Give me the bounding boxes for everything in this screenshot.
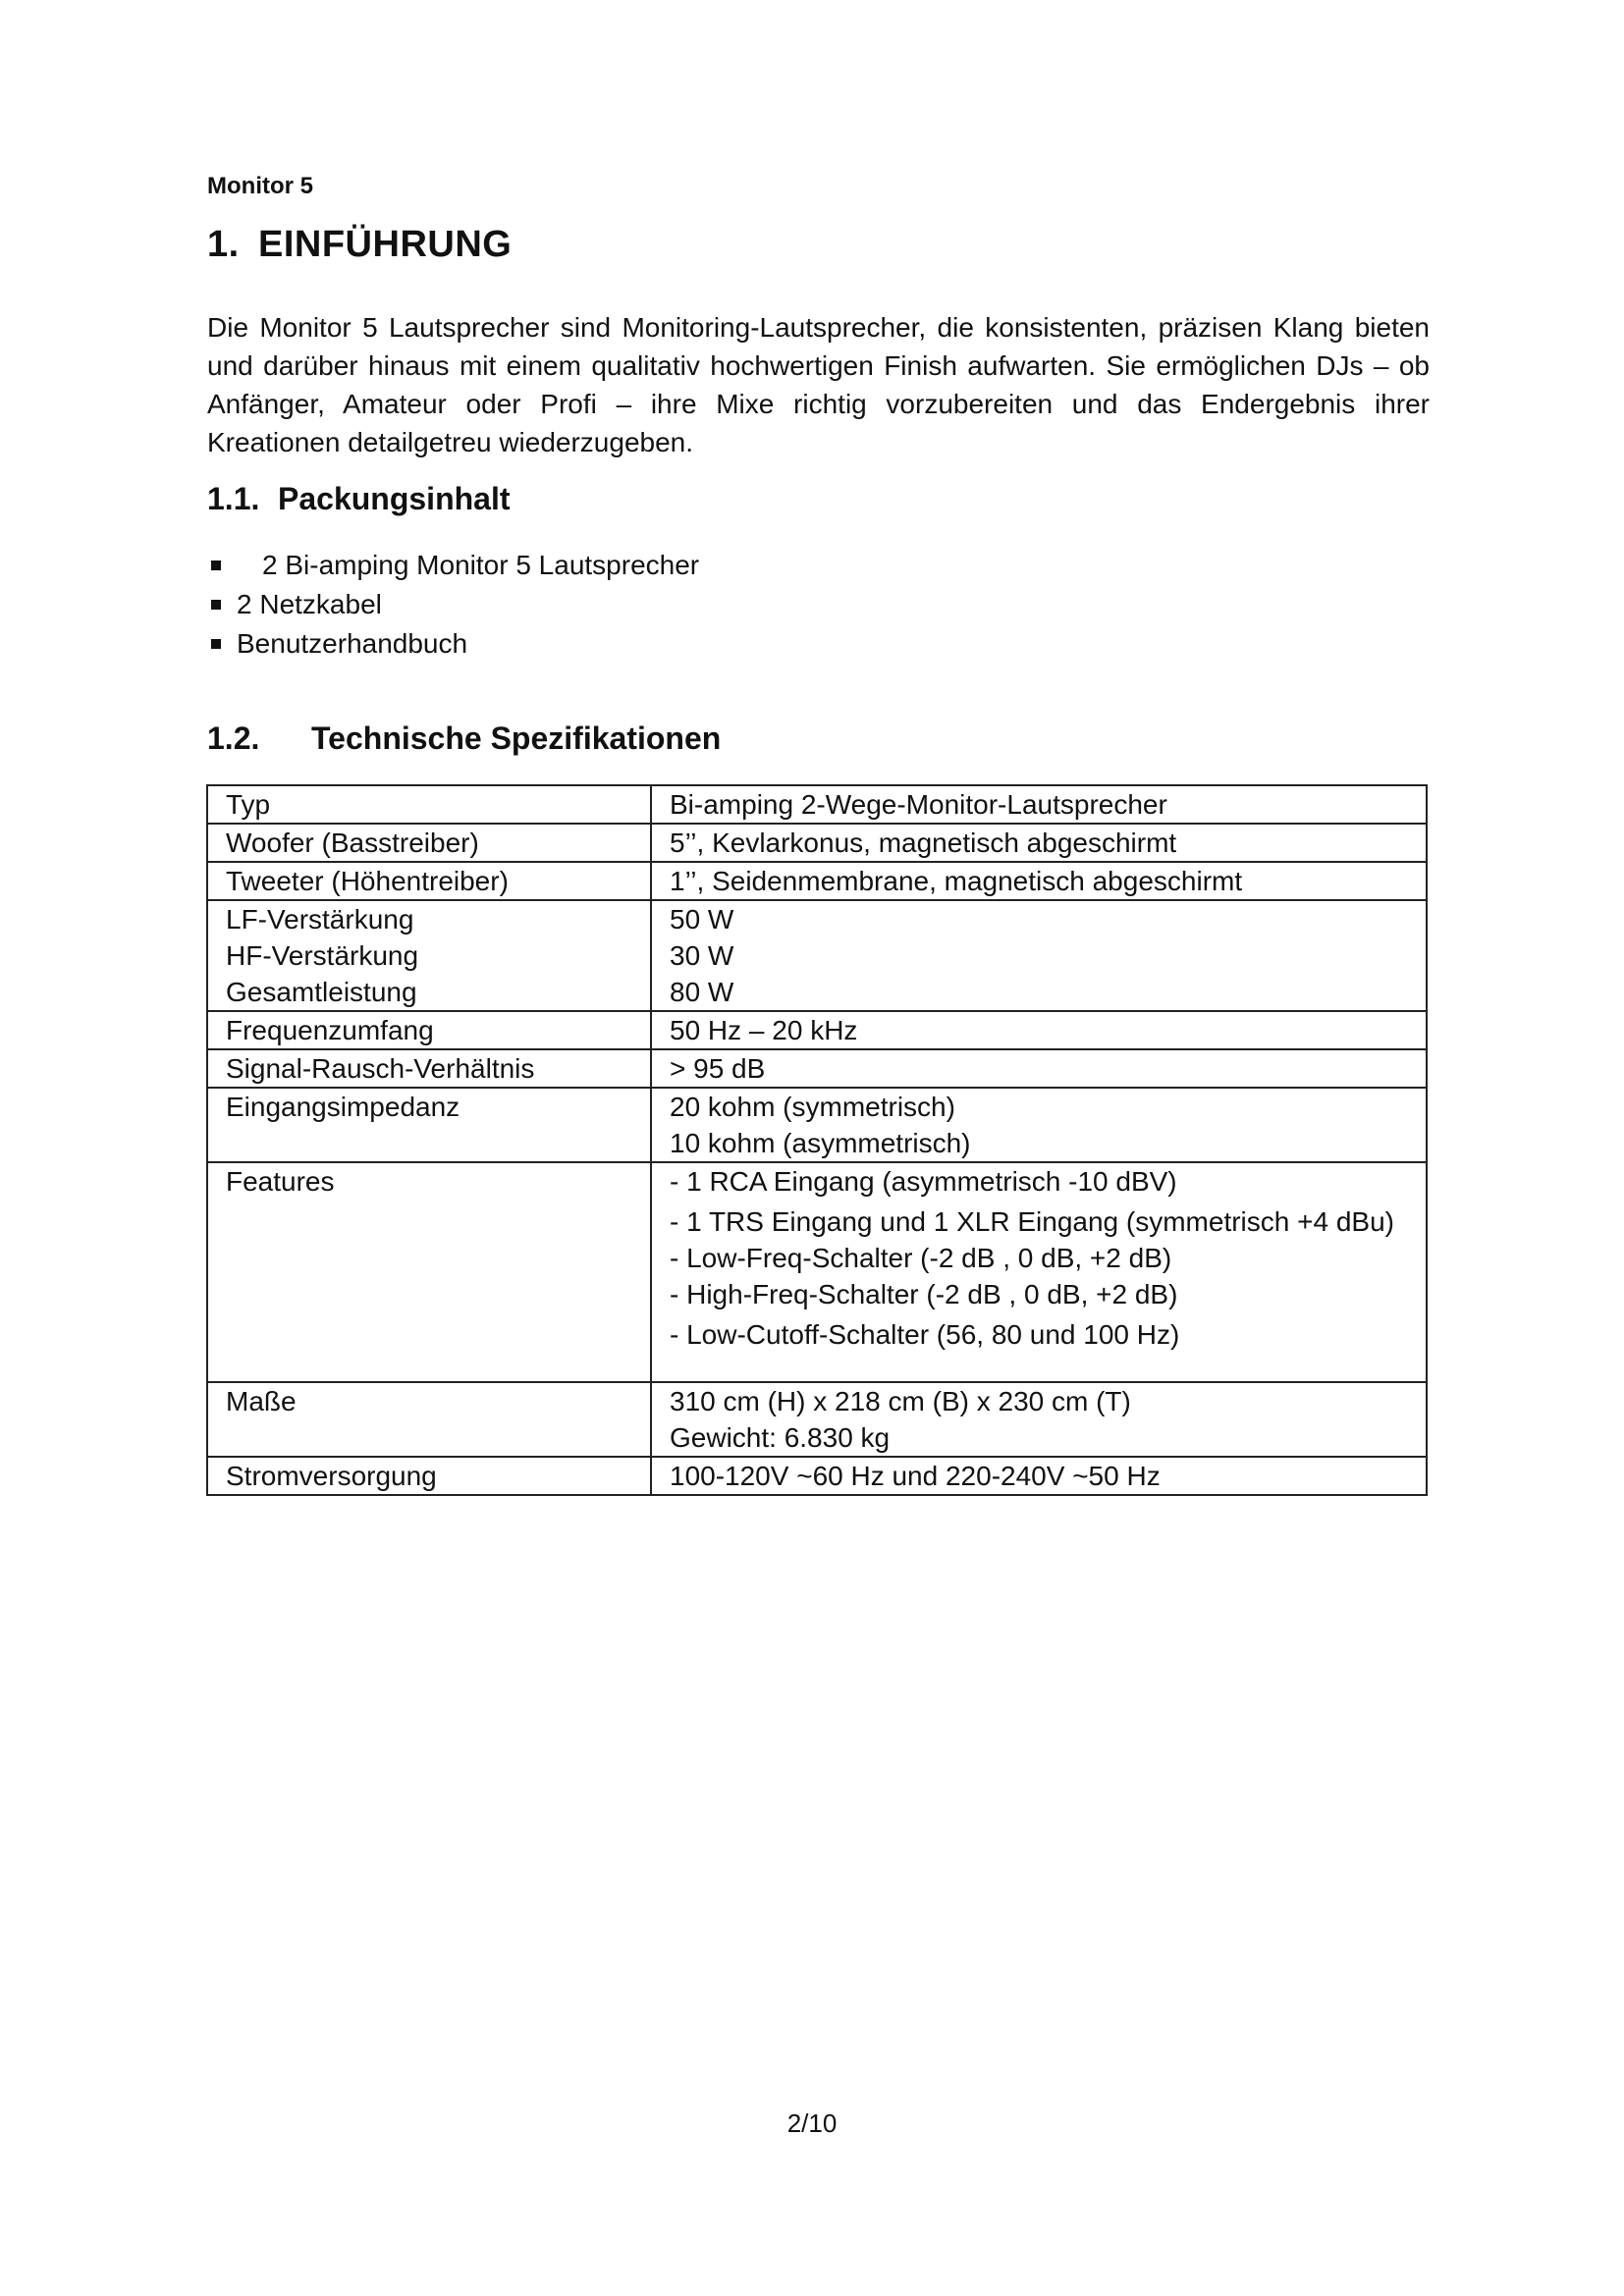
table-row [207, 1011, 1427, 1049]
package-contents-list [207, 546, 699, 664]
spec-value: Bi-amping 2-Wege-Monitor-Lautsprecher [651, 785, 1427, 824]
spec-key: Stromversorgung [207, 1457, 651, 1495]
spec-key: Woofer (Basstreiber) [207, 824, 651, 862]
document-label: Monitor 5 [207, 173, 313, 199]
section-1-1-title: Packungsinhalt [278, 481, 511, 516]
spec-key: Frequenzumfang [207, 1011, 651, 1049]
intro-paragraph: Die Monitor 5 Lautsprecher sind Monitoring-Lautsprecher, die konsistenten, präzisen Klang bieten und darüber hinaus mit einem qualitativ hochwertigen Finish aufwarten. Sie ermöglichen DJs – ob Anfänger, Amateur oder Profi – ihre Mixe richtig vorzubereiten und das Endergebnis ihrer Kreationen detailgetreu wiederzugeben. [207, 312, 1430, 457]
spec-value: > 95 dB [651, 1049, 1427, 1088]
section-1-number: 1. [207, 224, 240, 265]
spec-key: LF-Verstärkung HF-Verstärkung Gesamtleistung [207, 900, 651, 1011]
bullet-square-icon [211, 600, 221, 610]
spec-key: Features [207, 1162, 651, 1382]
section-1-heading [207, 224, 512, 266]
table-row [207, 900, 1427, 1011]
spec-value: 1’’, Seidenmembrane, magnetisch abgeschirmt [651, 862, 1427, 900]
table-row [207, 1162, 1427, 1382]
section-1-2-title: Technische Spezifikationen [311, 721, 722, 756]
section-1-1-number: 1.1. [207, 481, 260, 516]
table-row [207, 862, 1427, 900]
spec-value: 50 W 30 W 80 W [651, 900, 1427, 1011]
table-row [207, 824, 1427, 862]
table-row [207, 1049, 1427, 1088]
spec-value: 20 kohm (symmetrisch) 10 kohm (asymmetrisch) [651, 1088, 1427, 1162]
spec-value: 5’’, Kevlarkonus, magnetisch abgeschirmt [651, 824, 1427, 862]
section-1-title: EINFÜHRUNG [258, 224, 513, 265]
spec-key: Typ [207, 785, 651, 824]
spec-key: Maße [207, 1382, 651, 1457]
spec-value: - 1 RCA Eingang (asymmetrisch -10 dBV) - 1 TRS Eingang und 1 XLR Eingang (symmetrisch +4 dBu) - Low-Freq-Schalter (-2 dB , 0 dB, +2 dB) - High-Freq-Schalter (-2 dB , 0 dB, +2 dB) - Low-Cutoff-Schalter (56, 80 und 100 Hz) [651, 1162, 1427, 1382]
bullet-square-icon [211, 639, 221, 649]
list-item: Benutzerhandbuch [207, 624, 699, 664]
section-1-2-number: 1.2. [207, 721, 260, 756]
spec-table [206, 784, 1428, 1496]
spec-value: 310 cm (H) x 218 cm (B) x 230 cm (T) Gewicht: 6.830 kg [651, 1382, 1427, 1457]
spec-value: 50 Hz – 20 kHz [651, 1011, 1427, 1049]
bullet-square-icon [211, 561, 221, 570]
list-item: 2 Bi-amping Monitor 5 Lautsprecher [207, 546, 699, 585]
table-row [207, 785, 1427, 824]
section-1-1-heading [207, 481, 511, 517]
page-number: 2/10 [786, 2109, 838, 2138]
section-1-2-heading [207, 721, 721, 757]
table-row [207, 1457, 1427, 1495]
list-item: 2 Netzkabel [207, 585, 699, 624]
spec-key: Tweeter (Höhentreiber) [207, 862, 651, 900]
table-row [207, 1382, 1427, 1457]
spec-value: 100-120V ~60 Hz und 220-240V ~50 Hz [651, 1457, 1427, 1495]
spec-key: Eingangsimpedanz [207, 1088, 651, 1162]
table-row [207, 1088, 1427, 1162]
spec-key: Signal-Rausch-Verhältnis [207, 1049, 651, 1088]
